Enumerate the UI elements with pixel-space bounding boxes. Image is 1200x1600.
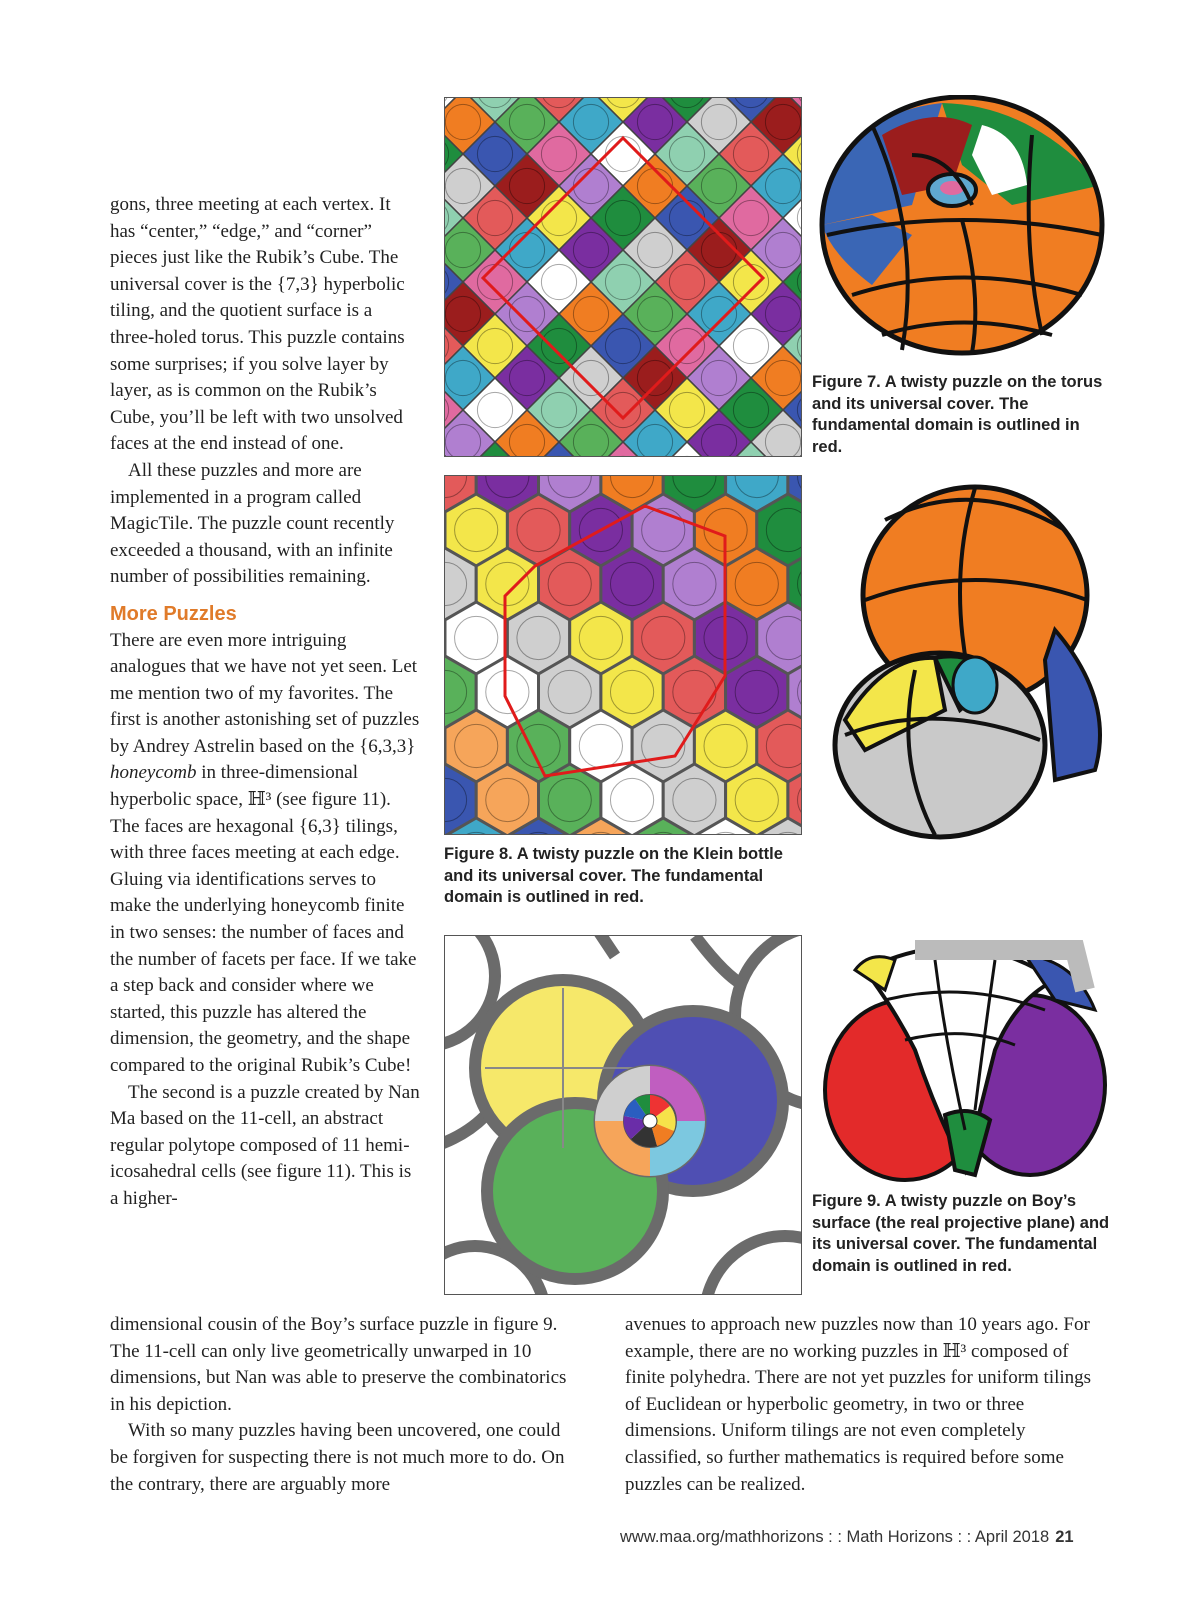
paragraph-1: gons, three meeting at each vertex. It has “center,” “edge,” and “corner” pieces just like the Rubik’s Cube. The universal cover is the {7,3} hyperbolic tiling, and the quotient surface is a three-holed torus. This puzzle contains some surprises; if you solve layer by layer, as is common on the Rubik’s Cube, you’ll be left with two unsolved faces at the end instead of one.	[110, 194, 405, 455]
figure-8-tiling	[444, 475, 802, 835]
figure-9-boys-surface-image	[815, 930, 1115, 1192]
paragraph-4-continued: dimensional cousin of the Boy’s surface puzzle in figure 9. The 11-cell can only live geometrically unwarped in 10 dimensions, but Nan was able to preserve the combinatorics in his depiction.	[110, 1314, 567, 1415]
figure-8-caption: Figure 8. A twisty puzzle on the Klein bottle and its universal cover. The fundamental domain is outlined in red.	[444, 845, 783, 906]
page-number: 21	[1055, 1528, 1074, 1546]
figure-7-torus-image	[812, 95, 1112, 365]
figure-7-caption: Figure 7. A twisty puzzle on the torus and its universal cover. The fundamental domain is outlined in red.	[812, 373, 1103, 456]
paragraph-4: The second is a puzzle created by Nan Ma based on the 11-cell, an abstract regular polytope composed of 11 hemi-icosahedral cells (see figure 11). This is a higher-	[110, 1081, 420, 1209]
footer-text: www.maa.org/mathhorizons : : Math Horizons : : April 2018	[620, 1528, 1050, 1546]
figure-9-tiling	[444, 935, 802, 1295]
paragraph-3: There are even more intriguing analogues that we have not yet seen. Let me mention two of my favorites. The first is another astonishing set of puzzles by Andrey Astrelin based on the {6,3,3} honeycomb in three-dimensional hyperbolic space, ℍ³ (see figure 11). The faces are hexagonal {6,3} tilings, with three faces meeting at each edge. Gluing via identifications serves to make the underlying honeycomb finite in two senses: the number of faces and the number of facets per face. If we take a step back and consider where we started, this puzzle has altered the dimension, the geometry, and the shape compared to the original Rubik’s Cube!	[110, 629, 420, 1076]
figure-8-klein-bottle-image	[825, 480, 1120, 840]
page-footer	[620, 1528, 1100, 1547]
paragraph-5-continued: avenues to approach new puzzles now than 10 years ago. For example, there are no working puzzles in ℍ³ composed of finite polyhedra. There are not yet puzzles for uniform tilings of Euclidean or hyperbolic geometry, in two or three dimensions. Uniform tilings are not even completely classified, so further mathematics is required before some puzzles can be realized.	[625, 1314, 1092, 1495]
paragraph-5: With so many puzzles having been uncovered, one could be forgiven for suspecting there is not much more to do. On the contrary, there are arguably more	[110, 1420, 565, 1495]
figure-9-caption: Figure 9. A twisty puzzle on Boy’s surface (the real projective plane) and its universal cover. The fundamental domain is outlined in red.	[812, 1192, 1110, 1275]
left-column	[110, 192, 420, 1213]
paragraph-2: All these puzzles and more are implemented in a program called MagicTile. The puzzle count recently exceeded a thousand, with an infinite number of possibilities remaining.	[110, 459, 395, 588]
bottom-left-column	[110, 1312, 580, 1498]
figure-7-tiling	[444, 97, 802, 457]
section-heading: More Puzzles	[110, 602, 237, 625]
bottom-right-column	[625, 1312, 1095, 1498]
